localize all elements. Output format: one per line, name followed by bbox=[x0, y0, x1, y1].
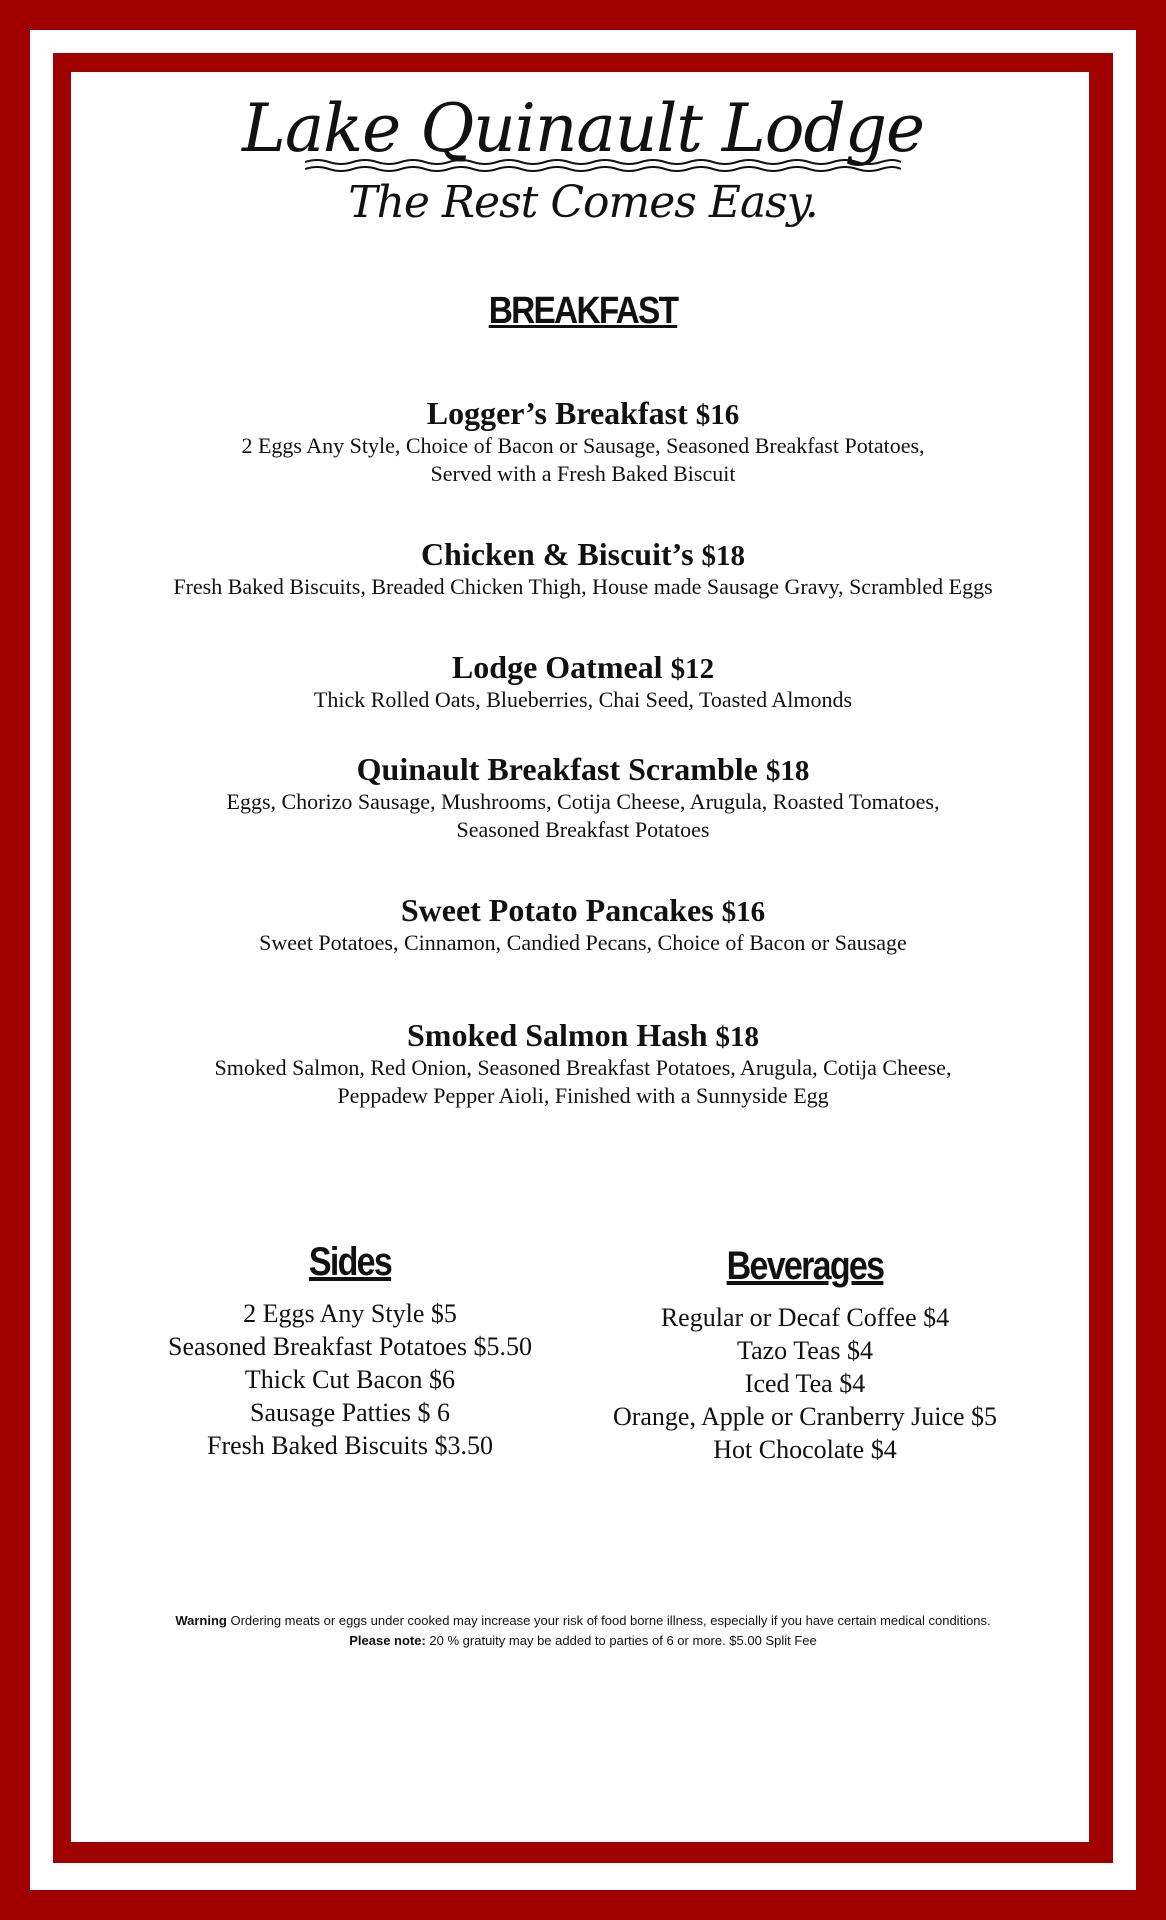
item-price: $16 bbox=[695, 399, 740, 431]
item-price: $16 bbox=[721, 896, 766, 928]
warning-label: Warning bbox=[175, 1613, 227, 1628]
beverage-item: Hot Chocolate $4 bbox=[713, 1435, 897, 1464]
item-description-line: Eggs, Chorizo Sausage, Mushrooms, Cotija Cheese, Arugula, Roasted Tomatoes, bbox=[226, 789, 940, 814]
item-description-line: Peppadew Pepper Aioli, Finished with a Sunnyside Egg bbox=[337, 1083, 829, 1108]
item-name: Lodge Oatmeal $12 bbox=[451, 649, 715, 685]
side-item: Sausage Patties $ 6 bbox=[249, 1398, 451, 1427]
menu-item bbox=[0, 892, 1166, 957]
sides-title: Sides bbox=[308, 1240, 392, 1284]
menu-item bbox=[0, 751, 1166, 844]
item-description-line: Sweet Potatoes, Cinnamon, Candied Pecans, Choice of Bacon or Sausage bbox=[259, 930, 907, 955]
item-name: Chicken & Biscuit’s $18 bbox=[420, 536, 746, 572]
item-description-line: Served with a Fresh Baked Biscuit bbox=[430, 461, 736, 486]
beverage-item: Tazo Teas $4 bbox=[737, 1336, 873, 1365]
item-description-line: Fresh Baked Biscuits, Breaded Chicken Thigh, House made Sausage Gravy, Scrambled Eggs bbox=[173, 574, 993, 599]
item-description-line: Seasoned Breakfast Potatoes bbox=[456, 817, 710, 842]
beverage-item: Regular or Decaf Coffee $4 bbox=[660, 1303, 950, 1332]
side-item: Fresh Baked Biscuits $3.50 bbox=[207, 1431, 493, 1460]
menu-item bbox=[0, 395, 1166, 488]
beverage-item: Orange, Apple or Cranberry Juice $5 bbox=[612, 1402, 998, 1431]
menu-item bbox=[0, 536, 1166, 601]
side-item: Thick Cut Bacon $6 bbox=[244, 1365, 456, 1394]
item-description-line: Thick Rolled Oats, Blueberries, Chai Seed, Toasted Almonds bbox=[313, 687, 853, 712]
logo-text: Lake Quinault Lodge bbox=[241, 90, 925, 167]
section-title: BREAKFAST bbox=[488, 290, 678, 332]
item-name: Quinault Breakfast Scramble $18 bbox=[356, 751, 810, 787]
item-description-line: Smoked Salmon, Red Onion, Seasoned Breakfast Potatoes, Arugula, Cotija Cheese, bbox=[214, 1055, 952, 1080]
sides-column bbox=[130, 1240, 570, 1462]
side-item: Seasoned Breakfast Potatoes $5.50 bbox=[168, 1332, 532, 1361]
gratuity-note bbox=[0, 1631, 1166, 1651]
menu-item bbox=[0, 1017, 1166, 1110]
note-label: Please note: bbox=[349, 1633, 426, 1648]
menu-item bbox=[0, 649, 1166, 714]
side-item: 2 Eggs Any Style $5 bbox=[243, 1299, 457, 1328]
item-name: Smoked Salmon Hash $18 bbox=[406, 1017, 760, 1053]
note-text: 20 % gratuity may be added to parties of 6 or more. $5.00 Split Fee bbox=[425, 1633, 817, 1648]
menu-panel bbox=[71, 72, 1089, 1842]
item-price: $18 bbox=[765, 755, 810, 787]
item-price: $18 bbox=[715, 1021, 760, 1053]
footer-notes bbox=[0, 1611, 1166, 1651]
item-name: Logger’s Breakfast $16 bbox=[426, 395, 740, 431]
item-name: Sweet Potato Pancakes $16 bbox=[400, 892, 766, 928]
beverages-title: Beverages bbox=[726, 1244, 884, 1288]
wave-ornament-icon bbox=[305, 158, 901, 174]
item-price: $12 bbox=[670, 653, 715, 685]
tagline: The Rest Comes Easy. bbox=[348, 177, 818, 228]
warning-text: Ordering meats or eggs under cooked may increase your risk of food borne illness, especially if you have certain medical conditions. bbox=[226, 1613, 991, 1628]
item-price: $18 bbox=[701, 540, 746, 572]
beverage-item: Iced Tea $4 bbox=[744, 1369, 866, 1398]
warning-note bbox=[0, 1611, 1166, 1631]
item-description-line: 2 Eggs Any Style, Choice of Bacon or Sausage, Seasoned Breakfast Potatoes, bbox=[241, 433, 925, 458]
beverages-column bbox=[590, 1244, 1020, 1466]
